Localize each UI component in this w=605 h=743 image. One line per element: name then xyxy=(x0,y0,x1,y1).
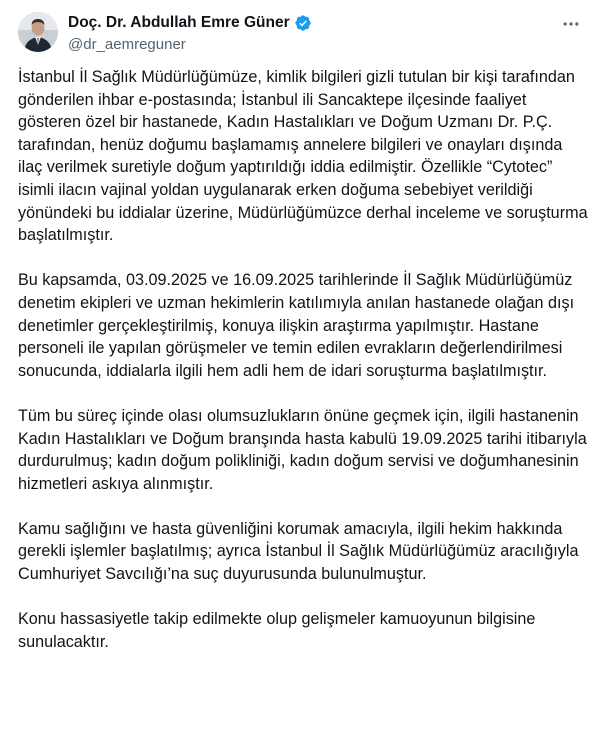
verified-badge-icon xyxy=(294,14,312,32)
author-names xyxy=(68,12,312,55)
author-handle[interactable]: @dr_aemreguner xyxy=(68,36,186,53)
tweet-paragraph: İstanbul İl Sağlık Müdürlüğümüze, kimlik bilgileri gizli tutulan bir kişi tarafından gönderilen ihbar e-postasında; İstanbul ili Sancaktepe ilçesinde faaliyet gösteren özel bir hastanede, Kadın Hastalıkları ve Doğum Uzmanı Dr. P.Ç. tarafından, henüz doğumu başlamamış annelere bilgileri ve onayları dışında ilaç verilmek suretiyle doğum yaptırıldığı iddia edilmiştir. Özellikle “Cytotec” isimli ilacın vajinal yoldan uygulanarak erken doğuma sebebiyet verildiği yönündeki bu iddialar üzerine, Müdürlüğümüzce derhal inceleme ve soruşturma başlatılmıştır. xyxy=(18,68,588,245)
tweet-paragraph: Bu kapsamda, 03.09.2025 ve 16.09.2025 tarihlerinde İl Sağlık Müdürlüğümüz denetim ekipleri ve uzman hekimlerin katılımıyla anılan hastanede olağan dışı denetimler gerçekleştirilmiş, konuya ilişkin araştırma yapılmıştır. Hastane personeli ile yapılan görüşmeler ve temin edilen evrakların değerlendirilmesi sonucunda, iddialarla ilgili hem adli hem de idari soruşturma başlatılmıştır. xyxy=(18,271,575,380)
more-horizontal-icon xyxy=(561,14,581,34)
display-name[interactable]: Doç. Dr. Abdullah Emre Güner xyxy=(68,14,290,31)
avatar[interactable] xyxy=(18,12,58,52)
more-options-button[interactable] xyxy=(556,12,586,36)
tweet-header xyxy=(18,12,588,56)
tweet-paragraph: Tüm bu süreç içinde olası olumsuzlukların önüne geçmek için, ilgili hastanenin Kadın Hastalıkları ve Doğum branşında hasta kabulü 19.09.2025 tarihi itibarıyla durdurulmuş; kadın doğum polikliniği, kadın doğum servisi ve doğumhanesinin hizmetleri askıya alınmıştır. xyxy=(18,406,587,493)
tweet-paragraph: Konu hassasiyetle takip edilmekte olup gelişmeler kamuoyunun bilgisine sunulacaktır. xyxy=(18,610,536,651)
tweet-text xyxy=(18,66,590,653)
tweet-paragraph: Kamu sağlığını ve hasta güvenliğini korumak amacıyla, ilgili hekim hakkında gerekli işlemler başlatılmış; ayrıca İstanbul İl Sağlık Müdürlüğümüz aracılığıyla Cumhuriyet Savcılığı’na suç duyurusunda bulunulmuştur. xyxy=(18,519,579,584)
profile-photo-icon xyxy=(18,12,58,52)
name-row xyxy=(68,12,312,34)
